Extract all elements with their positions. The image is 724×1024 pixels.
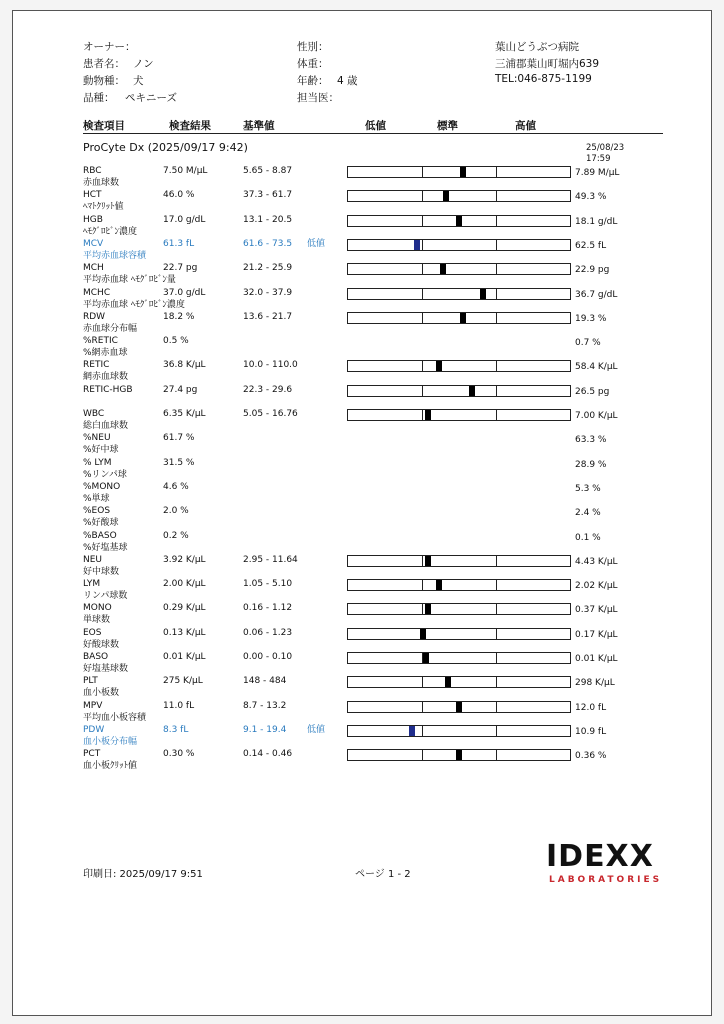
low-flag: 低値 xyxy=(307,724,326,735)
result-row xyxy=(13,288,713,312)
previous-result: 19.3 % xyxy=(575,313,607,324)
reference-range: 148 - 484 xyxy=(243,676,287,687)
test-result: 8.3 fL xyxy=(163,724,189,735)
reference-range: 0.06 - 1.23 xyxy=(243,627,293,638)
range-gauge xyxy=(347,603,571,615)
result-row xyxy=(13,336,713,360)
test-result: 0.13 K/µL xyxy=(163,627,206,638)
previous-result: 28.9 % xyxy=(575,459,607,470)
test-result: 2.00 K/µL xyxy=(163,579,206,590)
previous-result: 4.43 K/µL xyxy=(575,556,618,567)
result-row xyxy=(13,409,713,433)
previous-result: 18.1 g/dL xyxy=(575,216,618,227)
print-date: 印刷日: 2025/09/17 9:51 xyxy=(83,869,203,880)
gauge-divider xyxy=(422,313,423,323)
patient-name: ノン xyxy=(133,58,154,70)
gauge-divider xyxy=(422,289,423,299)
test-name: EOS xyxy=(83,627,102,638)
test-name: PCT xyxy=(83,749,101,760)
clinic-address: 三浦郡葉山町堀内639 xyxy=(495,58,600,70)
test-name: MCHC xyxy=(83,287,111,298)
gauge-divider xyxy=(422,410,423,420)
test-result: 22.7 pg xyxy=(163,263,198,274)
gauge-divider xyxy=(496,604,497,614)
test-name: MPV xyxy=(83,700,103,711)
previous-result: 7.00 K/µL xyxy=(575,411,618,421)
previous-result: 22.9 pg xyxy=(575,265,610,276)
gauge-divider xyxy=(496,702,497,712)
result-row xyxy=(13,166,713,190)
result-row xyxy=(13,749,713,773)
test-name: %BASO xyxy=(83,530,117,541)
col-high: 高値 xyxy=(515,120,536,132)
test-result: 2.0 % xyxy=(163,506,189,517)
reference-range: 0.00 - 0.10 xyxy=(243,652,293,662)
prev-date: 25/08/23 xyxy=(586,143,625,153)
gauge-marker xyxy=(420,629,426,639)
test-name-jp: 総白血球数 xyxy=(83,421,129,431)
previous-result: 0.17 K/µL xyxy=(575,629,618,640)
previous-result: 0.01 K/µL xyxy=(575,654,618,664)
range-gauge xyxy=(347,190,571,202)
gauge-divider xyxy=(422,264,423,274)
previous-result: 0.7 % xyxy=(575,338,601,349)
gauge-marker xyxy=(425,410,431,420)
test-name-jp: %好酸球 xyxy=(83,518,119,529)
test-result: 0.30 % xyxy=(163,749,195,760)
result-row xyxy=(13,579,713,603)
gauge-divider xyxy=(422,386,423,396)
gauge-divider xyxy=(422,702,423,712)
test-result: 275 K/µL xyxy=(163,676,203,687)
breed-value: ペキニーズ xyxy=(125,92,177,104)
gauge-marker xyxy=(456,750,462,760)
test-name: %RETIC xyxy=(83,336,118,347)
test-result: 4.6 % xyxy=(163,481,189,492)
gauge-divider xyxy=(496,386,497,396)
gauge-marker xyxy=(456,216,462,226)
test-name-jp: 血小板分布幅 xyxy=(83,736,138,747)
reference-range: 21.2 - 25.9 xyxy=(243,263,293,274)
test-name-jp: 血小板ｸﾘｯﾄ値 xyxy=(83,761,138,772)
test-name-jp: 赤血球数 xyxy=(83,178,120,188)
test-name-jp: 好酸球数 xyxy=(83,639,120,650)
test-result: 18.2 % xyxy=(163,311,195,322)
reference-range: 9.1 - 19.4 xyxy=(243,724,287,735)
test-name-jp: 赤血球分布幅 xyxy=(83,323,138,334)
gauge-divider xyxy=(496,629,497,639)
test-result: 11.0 fL xyxy=(163,700,195,711)
result-row xyxy=(13,215,713,239)
range-gauge xyxy=(347,652,571,664)
gauge-marker xyxy=(423,653,429,663)
gauge-marker xyxy=(425,556,431,566)
reference-range: 8.7 - 13.2 xyxy=(243,700,287,711)
test-name-jp: 平均赤血球 ﾍﾓｸﾞﾛﾋﾞﾝ濃度 xyxy=(83,299,185,310)
test-name: RBC xyxy=(83,166,102,176)
gauge-divider xyxy=(422,216,423,226)
previous-result: 58.4 K/µL xyxy=(575,362,618,373)
test-title: ProCyte Dx (2025/09/17 9:42) xyxy=(83,141,248,154)
gauge-divider xyxy=(496,653,497,663)
test-name: RETIC-HGB xyxy=(83,384,133,395)
reference-range: 1.05 - 5.10 xyxy=(243,579,293,590)
result-row xyxy=(13,482,713,506)
result-row xyxy=(13,676,713,700)
idexx-logo: IDEXX xyxy=(546,839,654,874)
gauge-divider xyxy=(496,410,497,420)
test-result: 6.35 K/µL xyxy=(163,409,206,419)
prev-time: 17:59 xyxy=(586,154,611,164)
patient-label: 患者名： xyxy=(83,58,125,70)
low-flag: 低値 xyxy=(307,238,326,249)
reference-range: 13.1 - 20.5 xyxy=(243,214,293,225)
range-gauge xyxy=(347,215,571,227)
test-name: LYM xyxy=(83,579,101,590)
gauge-divider xyxy=(422,556,423,566)
sex-label: 性別： xyxy=(297,41,329,53)
col-result: 検査結果 xyxy=(169,120,211,132)
result-row xyxy=(13,312,713,336)
gauge-divider xyxy=(496,240,497,250)
test-name: MONO xyxy=(83,603,112,614)
gauge-divider xyxy=(422,604,423,614)
test-name-jp: %単球 xyxy=(83,493,110,504)
result-row xyxy=(13,701,713,725)
test-name: NEU xyxy=(83,554,103,565)
previous-result: 49.3 % xyxy=(575,192,607,203)
result-row xyxy=(13,555,713,579)
vet-label: 担当医： xyxy=(297,92,339,104)
result-row xyxy=(13,239,713,263)
clinic-name: 葉山どうぶつ病院 xyxy=(495,41,579,53)
test-result: 7.50 M/µL xyxy=(163,166,208,176)
page-number: ページ 1 - 2 xyxy=(355,869,411,880)
range-gauge xyxy=(347,749,571,761)
previous-result: 0.36 % xyxy=(575,751,607,762)
previous-result: 36.7 g/dL xyxy=(575,289,618,300)
reference-range: 13.6 - 21.7 xyxy=(243,311,293,322)
test-name-jp: 網赤血球数 xyxy=(83,372,129,383)
gauge-marker xyxy=(480,289,486,299)
gauge-divider xyxy=(496,191,497,201)
gauge-divider xyxy=(496,556,497,566)
range-gauge xyxy=(347,385,571,397)
reference-range: 0.16 - 1.12 xyxy=(243,603,293,614)
test-name: RDW xyxy=(83,311,106,322)
weight-label: 体重： xyxy=(297,58,329,70)
test-name: MCH xyxy=(83,263,104,274)
gauge-marker xyxy=(409,726,415,736)
test-name: PLT xyxy=(83,676,98,687)
reference-range: 37.3 - 61.7 xyxy=(243,190,293,201)
gauge-marker xyxy=(460,313,466,323)
test-name-jp: %好塩基球 xyxy=(83,542,128,553)
previous-result: 10.9 fL xyxy=(575,726,607,737)
test-name: HGB xyxy=(83,214,103,225)
reference-range: 0.14 - 0.46 xyxy=(243,749,293,760)
test-name: BASO xyxy=(83,652,109,662)
test-result: 61.7 % xyxy=(163,433,195,444)
test-name: %MONO xyxy=(83,481,121,492)
range-gauge xyxy=(347,360,571,372)
previous-result: 5.3 % xyxy=(575,483,601,494)
gauge-marker xyxy=(445,677,451,687)
test-name-jp: %リンパ球 xyxy=(83,469,127,480)
previous-result: 2.4 % xyxy=(575,508,601,519)
test-result: 0.29 K/µL xyxy=(163,603,206,614)
previous-result: 63.3 % xyxy=(575,435,607,446)
gauge-divider xyxy=(422,580,423,590)
gauge-divider xyxy=(496,216,497,226)
reference-range: 22.3 - 29.6 xyxy=(243,384,293,395)
result-row xyxy=(13,652,713,676)
gauge-marker xyxy=(443,191,449,201)
test-name: %NEU xyxy=(83,433,111,444)
gauge-marker xyxy=(436,361,442,371)
range-gauge xyxy=(347,579,571,591)
gauge-divider xyxy=(496,726,497,736)
gauge-divider xyxy=(422,361,423,371)
range-gauge xyxy=(347,312,571,324)
test-name: % LYM xyxy=(83,457,112,468)
gauge-divider xyxy=(422,240,423,250)
test-name-jp: %好中球 xyxy=(83,445,119,456)
gauge-marker xyxy=(440,264,446,274)
test-name: WBC xyxy=(83,409,105,419)
reference-range: 10.0 - 110.0 xyxy=(243,360,298,371)
reference-range: 2.95 - 11.64 xyxy=(243,554,298,565)
gauge-divider xyxy=(422,191,423,201)
previous-result: 26.5 pg xyxy=(575,386,610,397)
test-name-jp: ﾍﾏﾄｸﾘｯﾄ値 xyxy=(83,202,124,213)
range-gauge xyxy=(347,701,571,713)
clinic-tel: TEL:046-875-1199 xyxy=(495,73,592,85)
gauge-divider xyxy=(422,726,423,736)
test-name-jp: 好塩基球数 xyxy=(83,664,129,674)
test-name: HCT xyxy=(83,190,102,201)
previous-result: 0.37 K/µL xyxy=(575,605,618,616)
test-name-jp: リンパ球数 xyxy=(83,591,128,602)
gauge-marker xyxy=(469,386,475,396)
range-gauge xyxy=(347,288,571,300)
test-name: PDW xyxy=(83,724,105,735)
gauge-divider xyxy=(496,677,497,687)
breed-label: 品種： xyxy=(83,92,115,104)
col-item: 検査項目 xyxy=(83,120,125,132)
test-name: MCV xyxy=(83,238,104,249)
test-result: 17.0 g/dL xyxy=(163,214,206,225)
report-sheet xyxy=(12,10,712,1016)
result-row xyxy=(13,360,713,384)
species-label: 動物種： xyxy=(83,75,125,87)
range-gauge xyxy=(347,628,571,640)
gauge-divider xyxy=(496,167,497,177)
test-name-jp: 平均赤血球 ﾍﾓｸﾞﾛﾋﾞﾝ量 xyxy=(83,275,176,286)
test-result: 31.5 % xyxy=(163,457,195,468)
header-divider xyxy=(83,133,663,134)
gauge-marker xyxy=(460,167,466,177)
owner-label: オーナー： xyxy=(83,41,136,53)
result-row xyxy=(13,433,713,457)
gauge-divider xyxy=(496,289,497,299)
result-row xyxy=(13,263,713,287)
test-name: %EOS xyxy=(83,506,111,517)
gauge-divider xyxy=(496,361,497,371)
gauge-divider xyxy=(496,750,497,760)
age-value: 4 歳 xyxy=(337,75,358,87)
idexx-logo-sub: LABORATORIES xyxy=(549,875,663,885)
previous-result: 0.1 % xyxy=(575,532,601,543)
gauge-divider xyxy=(422,677,423,687)
range-gauge xyxy=(347,166,571,178)
range-gauge xyxy=(347,555,571,567)
gauge-marker xyxy=(425,604,431,614)
result-row xyxy=(13,385,713,409)
previous-result: 2.02 K/µL xyxy=(575,581,618,592)
range-gauge xyxy=(347,725,571,737)
test-name-jp: 好中球数 xyxy=(83,566,120,577)
age-label: 年齢： xyxy=(297,75,329,87)
gauge-divider xyxy=(422,167,423,177)
col-low: 低値 xyxy=(365,120,386,132)
test-result: 36.8 K/µL xyxy=(163,360,206,371)
test-result: 37.0 g/dL xyxy=(163,287,206,298)
test-name-jp: 単球数 xyxy=(83,615,111,626)
range-gauge xyxy=(347,409,571,421)
test-result: 46.0 % xyxy=(163,190,195,201)
gauge-divider xyxy=(496,580,497,590)
test-name: RETIC xyxy=(83,360,110,371)
reference-range: 32.0 - 37.9 xyxy=(243,287,293,298)
gauge-marker xyxy=(456,702,462,712)
test-name-jp: ﾍﾓｸﾞﾛﾋﾞﾝ濃度 xyxy=(83,226,138,237)
reference-range: 5.05 - 16.76 xyxy=(243,409,298,419)
gauge-divider xyxy=(496,264,497,274)
test-name-jp: 平均赤血球容積 xyxy=(83,250,147,261)
previous-result: 7.89 M/µL xyxy=(575,168,620,178)
test-result: 61.3 fL xyxy=(163,238,195,249)
test-result: 0.01 K/µL xyxy=(163,652,206,662)
result-row xyxy=(13,725,713,749)
test-result: 0.2 % xyxy=(163,530,189,541)
previous-result: 62.5 fL xyxy=(575,240,607,251)
previous-result: 12.0 fL xyxy=(575,702,607,713)
range-gauge xyxy=(347,239,571,251)
result-row xyxy=(13,531,713,555)
result-row xyxy=(13,628,713,652)
test-name-jp: 平均血小板容積 xyxy=(83,712,147,723)
result-row xyxy=(13,458,713,482)
test-result: 3.92 K/µL xyxy=(163,554,206,565)
reference-range: 5.65 - 8.87 xyxy=(243,166,293,176)
reference-range: 61.6 - 73.5 xyxy=(243,238,293,249)
range-gauge xyxy=(347,263,571,275)
gauge-divider xyxy=(496,313,497,323)
result-row xyxy=(13,190,713,214)
gauge-marker xyxy=(436,580,442,590)
test-result: 0.5 % xyxy=(163,336,189,347)
previous-result: 298 K/µL xyxy=(575,678,615,689)
result-row xyxy=(13,506,713,530)
col-normal: 標準 xyxy=(437,120,458,132)
gauge-marker xyxy=(414,240,420,250)
species-value: 犬 xyxy=(133,75,144,87)
test-name-jp: 血小板数 xyxy=(83,688,120,699)
gauge-divider xyxy=(422,750,423,760)
result-row xyxy=(13,603,713,627)
test-name-jp: %網赤血球 xyxy=(83,348,128,359)
col-range: 基準値 xyxy=(243,120,275,132)
range-gauge xyxy=(347,676,571,688)
test-result: 27.4 pg xyxy=(163,384,198,395)
